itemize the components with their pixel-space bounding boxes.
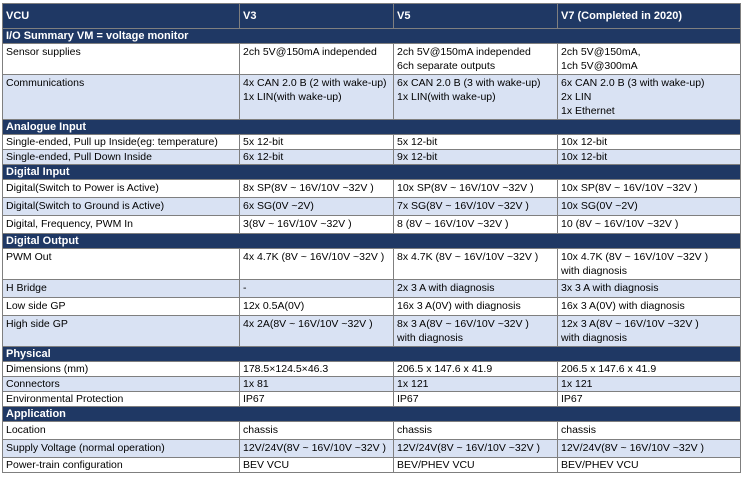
cell-line: 12x 0.5A(0V) (243, 300, 305, 312)
cell-v3 (240, 377, 394, 392)
table-row (3, 180, 741, 198)
row-label: Digital(Switch to Ground is Active) (3, 198, 240, 216)
cell-v7 (558, 135, 741, 150)
cell-line: with diagnosis (561, 332, 627, 344)
cell-v3 (240, 422, 394, 440)
cell-v5 (394, 440, 558, 458)
cell-line: BEV/PHEV VCU (561, 459, 639, 471)
cell-v3 (240, 280, 394, 298)
cell-line: chassis (561, 424, 597, 436)
cell-line: 4x CAN 2.0 B (2 with wake-up) (243, 77, 387, 89)
cell-line: chassis (243, 424, 279, 436)
table-row (3, 298, 741, 316)
cell-v7 (558, 362, 741, 377)
cell-v3 (240, 362, 394, 377)
cell-v5 (394, 198, 558, 216)
cell-v3 (240, 440, 394, 458)
cell-line: 12V/24V(8V ~ 16V/10V ~32V ) (561, 442, 705, 454)
cell-line: 6x CAN 2.0 B (3 with wake-up) (397, 77, 541, 89)
section-header-row (3, 120, 741, 135)
cell-line: 206.5 x 147.6 x 41.9 (397, 363, 493, 375)
cell-v7 (558, 150, 741, 165)
cell-v7 (558, 440, 741, 458)
cell-line: 178.5×124.5×46.3 (243, 363, 329, 375)
cell-v5 (394, 422, 558, 440)
cell-line: IP67 (561, 393, 583, 405)
cell-line: 6ch separate outputs (397, 60, 496, 72)
table-row (3, 75, 741, 120)
cell-line: 5x 12-bit (243, 136, 284, 148)
cell-v7 (558, 216, 741, 234)
row-label: Dimensions (mm) (3, 362, 240, 377)
cell-line: 1x Ethernet (561, 105, 615, 117)
cell-line: IP67 (397, 393, 419, 405)
cell-v3 (240, 392, 394, 407)
cell-line: 8x 3 A(8V ~ 16V/10V ~32V ) (397, 318, 529, 330)
table-row (3, 135, 741, 150)
cell-line: 8x SP(8V ~ 16V/10V ~32V ) (243, 182, 374, 194)
section-header-row (3, 29, 741, 44)
cell-line: 2x LIN (561, 91, 592, 103)
cell-line: chassis (397, 424, 433, 436)
cell-line: IP67 (243, 393, 265, 405)
cell-line: 2ch 5V@150mA independed (243, 46, 377, 58)
cell-v3 (240, 249, 394, 280)
cell-v3 (240, 298, 394, 316)
cell-v3 (240, 75, 394, 120)
cell-v5 (394, 75, 558, 120)
cell-v7 (558, 249, 741, 280)
table-row (3, 216, 741, 234)
cell-v3 (240, 44, 394, 75)
row-label: Single-ended, Pull up Inside(eg: temperature) (3, 135, 240, 150)
row-label: Sensor supplies (3, 44, 240, 75)
row-label: PWM Out (3, 249, 240, 280)
cell-v7 (558, 75, 741, 120)
cell-line: BEV VCU (243, 459, 290, 471)
cell-v7 (558, 392, 741, 407)
cell-line: 10x 4.7K (8V ~ 16V/10V ~32V ) (561, 251, 709, 263)
cell-v3 (240, 198, 394, 216)
cell-v3 (240, 135, 394, 150)
section-title: Analogue Input (3, 120, 741, 135)
cell-v5 (394, 316, 558, 347)
cell-line: 1x 121 (397, 378, 429, 390)
cell-v5 (394, 362, 558, 377)
section-header-row (3, 407, 741, 422)
cell-v3 (240, 150, 394, 165)
cell-v3 (240, 180, 394, 198)
section-title: Physical (3, 347, 741, 362)
row-label: High side GP (3, 316, 240, 347)
cell-v5 (394, 135, 558, 150)
cell-v3 (240, 316, 394, 347)
cell-v5 (394, 150, 558, 165)
section-header-row (3, 234, 741, 249)
cell-v5 (394, 377, 558, 392)
row-label: Connectors (3, 377, 240, 392)
vcu-spec-table (2, 3, 741, 473)
table-row (3, 422, 741, 440)
cell-line: 7x SG(8V ~ 16V/10V ~32V ) (397, 200, 529, 212)
table-row (3, 377, 741, 392)
section-title: I/O Summary VM = voltage monitor (3, 29, 741, 44)
cell-line: with diagnosis (561, 265, 627, 277)
cell-v7 (558, 44, 741, 75)
cell-v3 (240, 216, 394, 234)
cell-v5 (394, 180, 558, 198)
row-label: Power-train configuration (3, 458, 240, 473)
table-row (3, 150, 741, 165)
row-label: H Bridge (3, 280, 240, 298)
cell-line: 2ch 5V@150mA independed (397, 46, 531, 58)
cell-line: 6x CAN 2.0 B (3 with wake-up) (561, 77, 705, 89)
header-cell-v7: V7 (Completed in 2020) (558, 4, 741, 29)
row-label: Single-ended, Pull Down Inside (3, 150, 240, 165)
cell-line: 10x 12-bit (561, 151, 608, 163)
row-label: Low side GP (3, 298, 240, 316)
cell-line: with diagnosis (397, 332, 463, 344)
cell-line: 1x LIN(with wake-up) (397, 91, 496, 103)
spec-table-body (3, 4, 741, 473)
table-row (3, 440, 741, 458)
cell-v7 (558, 377, 741, 392)
cell-line: 8 (8V ~ 16V/10V ~32V ) (397, 218, 509, 230)
section-title: Application (3, 407, 741, 422)
cell-v5 (394, 216, 558, 234)
cell-line: BEV/PHEV VCU (397, 459, 475, 471)
cell-line: 2x 3 A with diagnosis (397, 282, 495, 294)
cell-line: 10 (8V ~ 16V/10V ~32V ) (561, 218, 679, 230)
cell-v5 (394, 44, 558, 75)
table-row (3, 249, 741, 280)
header-cell-v5: V5 (394, 4, 558, 29)
cell-v7 (558, 458, 741, 473)
cell-line: 3x 3 A with diagnosis (561, 282, 659, 294)
table-row (3, 458, 741, 473)
cell-line: 206.5 x 147.6 x 41.9 (561, 363, 657, 375)
cell-line: 1x 81 (243, 378, 269, 390)
cell-line: 8x 4.7K (8V ~ 16V/10V ~32V ) (397, 251, 539, 263)
section-header-row (3, 165, 741, 180)
cell-line: 6x 12-bit (243, 151, 284, 163)
cell-line: 2ch 5V@150mA, (561, 46, 641, 58)
cell-line: 4x 2A(8V ~ 16V/10V ~32V ) (243, 318, 373, 330)
cell-v5 (394, 392, 558, 407)
cell-line: 6x SG(0V ~2V) (243, 200, 314, 212)
table-row (3, 362, 741, 377)
cell-line: 10x 12-bit (561, 136, 608, 148)
cell-v7 (558, 298, 741, 316)
row-label: Digital, Frequency, PWM In (3, 216, 240, 234)
cell-v5 (394, 280, 558, 298)
table-row (3, 316, 741, 347)
cell-line: 10x SP(8V ~ 16V/10V ~32V ) (561, 182, 698, 194)
row-label: Location (3, 422, 240, 440)
cell-line: 1ch 5V@300mA (561, 60, 638, 72)
cell-line: 12V/24V(8V ~ 16V/10V ~32V ) (397, 442, 541, 454)
section-title: Digital Output (3, 234, 741, 249)
header-cell-vcu: VCU (3, 4, 240, 29)
cell-line: 9x 12-bit (397, 151, 438, 163)
cell-line: 12x 3 A(8V ~ 16V/10V ~32V ) (561, 318, 699, 330)
section-title: Digital Input (3, 165, 741, 180)
row-label: Communications (3, 75, 240, 120)
cell-line: 10x SG(0V ~2V) (561, 200, 638, 212)
cell-v5 (394, 458, 558, 473)
header-cell-v3: V3 (240, 4, 394, 29)
cell-line: 1x LIN(with wake-up) (243, 91, 342, 103)
cell-v7 (558, 422, 741, 440)
table-row (3, 280, 741, 298)
cell-line: - (243, 282, 247, 294)
cell-line: 1x 121 (561, 378, 593, 390)
cell-line: 10x SP(8V ~ 16V/10V ~32V ) (397, 182, 534, 194)
row-label: Environmental Protection (3, 392, 240, 407)
cell-line: 4x 4.7K (8V ~ 16V/10V ~32V ) (243, 251, 385, 263)
cell-v5 (394, 298, 558, 316)
header-row (3, 4, 741, 29)
cell-v7 (558, 280, 741, 298)
cell-line: 3(8V ~ 16V/10V ~32V ) (243, 218, 352, 230)
row-label: Supply Voltage (normal operation) (3, 440, 240, 458)
cell-line: 5x 12-bit (397, 136, 438, 148)
row-label: Digital(Switch to Power is Active) (3, 180, 240, 198)
table-row (3, 392, 741, 407)
cell-v7 (558, 180, 741, 198)
cell-line: 16x 3 A(0V) with diagnosis (397, 300, 521, 312)
cell-v7 (558, 316, 741, 347)
table-row (3, 44, 741, 75)
cell-line: 16x 3 A(0V) with diagnosis (561, 300, 685, 312)
cell-v5 (394, 249, 558, 280)
cell-v7 (558, 198, 741, 216)
cell-v3 (240, 458, 394, 473)
cell-line: 12V/24V(8V ~ 16V/10V ~32V ) (243, 442, 387, 454)
table-row (3, 198, 741, 216)
section-header-row (3, 347, 741, 362)
